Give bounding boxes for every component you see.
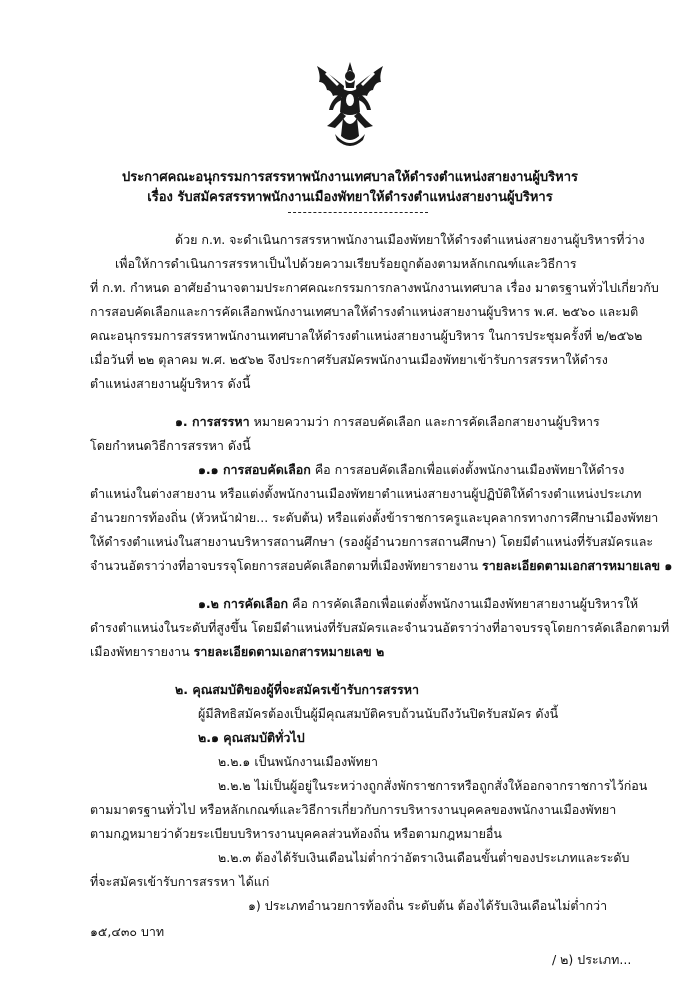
intro-line: เมื่อวันที่ ๒๒ ตุลาคม พ.ศ. ๒๕๖๒ จึงประกาศรับสมัครพนักงานเมืองพัทยาเข้ารับการสรรหาให้ดำรง	[90, 352, 608, 367]
section-2-line: ผู้มีสิทธิสมัครต้องเป็นผู้มีคุณสมบัติครบถ้วนนับถึงวันปิดรับสมัคร ดังนี้	[198, 706, 559, 721]
section-2-2-1: ๒.๒.๑ เป็นพนักงานเมืองพัทยา	[218, 754, 379, 769]
section-1-2-heading-line	[198, 596, 638, 612]
title-separator	[288, 212, 428, 213]
garuda-emblem-icon	[313, 60, 387, 152]
section-1-2-last-line	[90, 644, 384, 660]
intro-line: คณะอนุกรรมการสรรหาพนักงานเทศบาลให้ดำรงตำแหน่งสายงานผู้บริหาร ในการประชุมครั้งที่ ๒/๒๕๖๒	[90, 328, 643, 343]
section-1-1-heading-line	[198, 462, 624, 478]
salary-amount: ๑๕,๔๓๐ บาท	[90, 924, 165, 939]
section-2-2-2-line: ๒.๒.๒ ไม่เป็นผู้อยู่ในระหว่างถูกสั่งพักราชการหรือถูกสั่งให้ออกจากราชการไว้ก่อน	[218, 778, 648, 793]
section-2-2-2-line: ตามมาตรฐานทั่วไป หรือหลักเกณฑ์และวิธีการเกี่ยวกับการบริหารงานบุคคลของพนักงานเมืองพัทยา	[90, 802, 617, 817]
intro-line: เพื่อให้การดำเนินการสรรหาเป็นไปด้วยความเรียบร้อยถูกต้องตามหลักเกณฑ์และวิธีการ	[115, 256, 577, 271]
section-2-2-3-item: ๑) ประเภทอำนวยการท้องถิ่น ระดับต้น ต้องได้รับเงินเดือนไม่ต่ำกว่า	[248, 898, 608, 913]
section-2-2-2-line: ตามกฎหมายว่าด้วยระเบียบบริหารงานบุคคลส่วนท้องถิ่น หรือตามกฎหมายอื่น	[90, 826, 502, 841]
section-1-2-line: ดำรงตำแหน่งในระดับที่สูงขึ้น โดยมีตำแหน่งที่รับสมัครและจำนวนอัตราว่างที่อาจบรรจุโดยการคัดเลือกตามที่	[90, 620, 670, 635]
document-subject: เรื่อง รับสมัครสรรหาพนักงานเมืองพัทยาให้ดำรงตำแหน่งสายงานผู้บริหาร	[147, 190, 553, 205]
section-1-2-rest: คือ การคัดเลือกเพื่อแต่งตั้งพนักงานเมืองพัทยาสายงานผู้บริหารให้	[288, 596, 639, 611]
section-1-1-rest: คือ การสอบคัดเลือกเพื่อแต่งตั้งพนักงานเมืองพัทยาให้ดำรง	[310, 462, 625, 477]
section-1-2-last: เมืองพัทยารายงาน	[90, 644, 194, 659]
section-1-1-line: ตำแหน่งในต่างสายงาน หรือแต่งตั้งพนักงานเมืองพัทยาตำแหน่งสายงานผู้ปฏิบัติให้ดำรงตำแหน่งประเภท	[90, 486, 642, 501]
intro-line: ตำแหน่งสายงานผู้บริหาร ดังนี้	[90, 376, 251, 391]
section-1-1-line: อำนวยการท้องถิ่น (หัวหน้าฝ่าย... ระดับต้น) หรือแต่งตั้งข้าราชการครูและบุคลากรทางการศึกษาเมืองพัทยา	[90, 510, 659, 525]
section-2-2-3-line: ๒.๒.๓ ต้องได้รับเงินเดือนไม่ต่ำกว่าอัตราเงินเดือนขั้นต่ำของประเภทและระดับ	[218, 850, 630, 865]
section-1-1-last-line	[90, 558, 672, 574]
section-1-line: โดยกำหนดวิธีการสรรหา ดังนี้	[90, 438, 251, 453]
section-1-2-heading: ๑.๒ การคัดเลือก	[198, 596, 289, 611]
section-1-1-last: จำนวนอัตราว่างที่อาจบรรจุโดยการสอบคัดเลือกตามที่เมืองพัทยารายงาน	[90, 558, 483, 573]
document-title: ประกาศคณะอนุกรรมการสรรหาพนักงานเทศบาลให้ดำรงตำแหน่งสายงานผู้บริหาร	[121, 170, 579, 185]
continued-marker: / ๒) ประเภท...	[552, 952, 632, 967]
section-1-1-line: ให้ดำรงตำแหน่งในสายงานบริหารสถานศึกษา (รองผู้อำนวยการสถานศึกษา) โดยมีตำแหน่งที่รับสมัครและ	[90, 534, 654, 549]
section-2-2-3-line: ที่จะสมัครเข้ารับการสรรหา ได้แก่	[90, 874, 270, 889]
intro-line: ที่ ก.ท. กำหนด อาศัยอำนาจตามประกาศคณะกรรมการกลางพนักงานเทศบาล เรื่อง มาตรฐานทั่วไปเกี่ยวกับ	[90, 280, 659, 295]
section-1-heading-line	[175, 414, 600, 430]
section-1-1-heading: ๑.๑ การสอบคัดเลือก	[198, 462, 311, 477]
document-reference-1: รายละเอียดตามเอกสารหมายเลข ๑	[482, 558, 673, 573]
intro-line: ด้วย ก.ท. จะดำเนินการสรรหาพนักงานเมืองพัทยาให้ดำรงตำแหน่งสายงานผู้บริหารที่ว่าง	[175, 232, 645, 247]
section-2-1-heading: ๒.๑ คุณสมบัติทั่วไป	[198, 730, 305, 745]
section-1-heading-rest: หมายความว่า การสอบคัดเลือก และการคัดเลือกสายงานผู้บริหาร	[249, 414, 600, 429]
intro-line: การสอบคัดเลือกและการคัดเลือกพนักงานเทศบาลให้ดำรงตำแหน่งสายงานผู้บริหาร พ.ศ. ๒๕๖๐ และมติ	[90, 304, 639, 319]
section-2-heading: ๒. คุณสมบัติของผู้ที่จะสมัครเข้ารับการสรรหา	[175, 682, 420, 697]
document-reference-2: รายละเอียดตามเอกสารหมายเลข ๒	[193, 644, 385, 659]
section-1-heading: ๑. การสรรหา	[175, 414, 250, 429]
